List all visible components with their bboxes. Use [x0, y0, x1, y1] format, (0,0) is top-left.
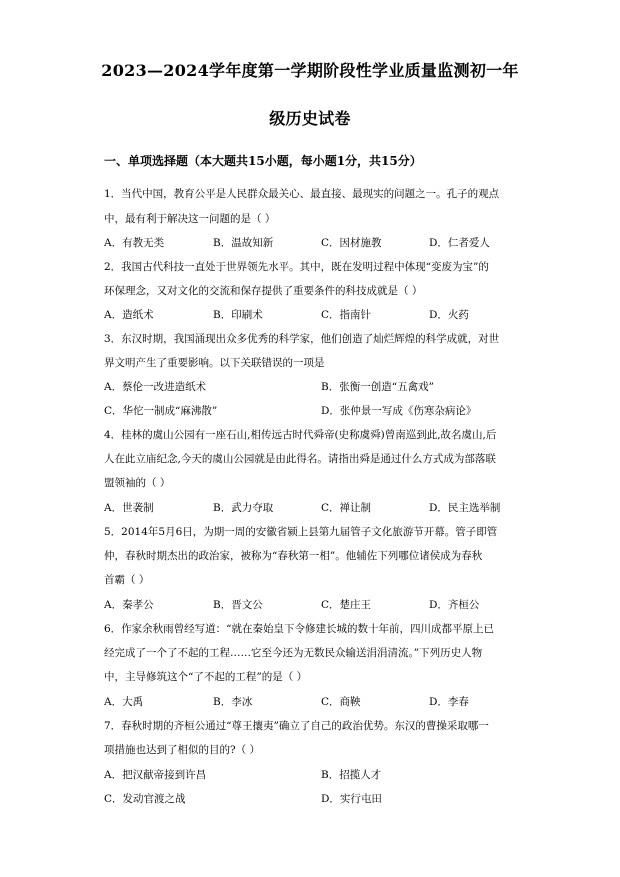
question-1-line-1: 1．当代中国，教育公平是人民群众最关心、最直接、最现实的问题之一。孔子的观点 [104, 188, 500, 200]
question-1-option-b: B．温故知新 [213, 237, 274, 249]
question-3-option-c: C．华佗一制成“麻沸散” [104, 405, 218, 417]
question-6-line-2: 经完成了一个了不起的工程……它至今还为无数民众输送涓涓清流。”下列历史人物 [104, 647, 483, 659]
question-2-option-c: C．指南针 [321, 309, 372, 321]
question-5-line-1: 5．2014年5月6日，为期一周的安徽省颍上县第九届管子文化旅游节开幕。管子即管 [104, 526, 498, 538]
question-4-option-d: D．民主选举制 [429, 502, 501, 514]
question-3-line-1: 3．东汉时期，我国涌现出众多优秀的科学家，他们创造了灿烂辉煌的科学成就，对世 [104, 333, 500, 345]
question-7-option-c: C．发动官渡之战 [104, 793, 186, 805]
question-6-line-3: 中，主导修筑这个“了不起的工程”的是（ ） [104, 671, 308, 683]
exam-title-line2: 级历史试卷 [269, 109, 351, 128]
question-5-line-3: 首霸（ ） [104, 574, 150, 586]
question-5-option-d: D．齐桓公 [429, 599, 480, 611]
section-heading: 一、单项选择题（本大题共15小题，每小题1分，共15分） [104, 154, 422, 168]
question-2-option-a: A．造纸术 [104, 309, 154, 321]
question-4-option-b: B．武力夺取 [213, 502, 274, 514]
question-6-option-b: B．李冰 [213, 696, 253, 708]
question-1-line-2: 中，最有利于解决这一问题的是（ ） [104, 213, 276, 225]
question-4-line-2: 人在此立庙纪念,今天的虞山公园就是由此得名。请指出舜是通过什么方式成为部落联 [104, 453, 496, 465]
question-3-line-2: 界文明产生了重要影响。以下关联错误的一项是 [104, 357, 325, 369]
question-2-option-d: D．火药 [429, 309, 469, 321]
question-7-option-b: B．招揽人才 [321, 769, 382, 781]
question-7-option-d: D．实行屯田 [321, 793, 382, 805]
exam-title-line1: 2023—2024学年度第一学期阶段性学业质量监测初一年 [101, 61, 519, 80]
question-5-line-2: 仲，春秋时期杰出的政治家，被称为“春秋第一相”。他辅佐下列哪位诸侯成为春秋 [104, 550, 483, 562]
question-7-line-2: 项措施也达到了相似的目的?（ ） [104, 744, 260, 756]
question-6-option-d: D．李春 [429, 696, 469, 708]
question-2-line-2: 环保理念，又对文化的交流和保存提供了重要条件的科技成就是（ ） [104, 285, 423, 297]
question-5-option-a: A．秦孝公 [104, 599, 154, 611]
question-1-option-a: A．有教无类 [104, 237, 165, 249]
question-6-line-1: 6．作家余秋雨曾经写道：“就在秦始皇下令修建长城的数十年前，四川成都平原上已 [104, 623, 495, 635]
question-4-option-a: A．世袭制 [104, 502, 154, 514]
question-2-option-b: B．印刷术 [213, 309, 263, 321]
question-7-option-a: A．把汉献帝接到许昌 [104, 769, 207, 781]
question-2-line-1: 2．我国古代科技一直处于世界领先水平。其中，既在发明过程中体现“变废为宝”的 [104, 261, 489, 273]
question-6-option-a: A．大禹 [104, 696, 144, 708]
question-4-line-1: 4．桂林的虞山公园有一座石山,相传远古时代舜帝(史称虞舜)曾南巡到此,故名虞山,后 [104, 429, 497, 441]
question-3-option-d: D．张仲景一写成《伤寒杂病论》 [321, 405, 477, 417]
question-7-line-1: 7．春秋时期的齐桓公通过“尊王攘夷”确立了自己的政治优势。东汉的曹操采取哪一 [104, 720, 489, 732]
question-6-option-c: C．商鞅 [321, 696, 361, 708]
question-5-option-c: C．楚庄王 [321, 599, 372, 611]
question-5-option-b: B．晋文公 [213, 599, 263, 611]
question-3-option-b: B．张衡一创造“五禽戏” [321, 381, 434, 393]
question-4-option-c: C．禅让制 [321, 502, 372, 514]
question-3-option-a: A．蔡伦一改进造纸术 [104, 381, 207, 393]
question-4-line-3: 盟领袖的（ ） [104, 477, 171, 489]
question-1-option-c: C．因材施教 [321, 237, 382, 249]
question-1-option-d: D．仁者爱人 [429, 237, 490, 249]
